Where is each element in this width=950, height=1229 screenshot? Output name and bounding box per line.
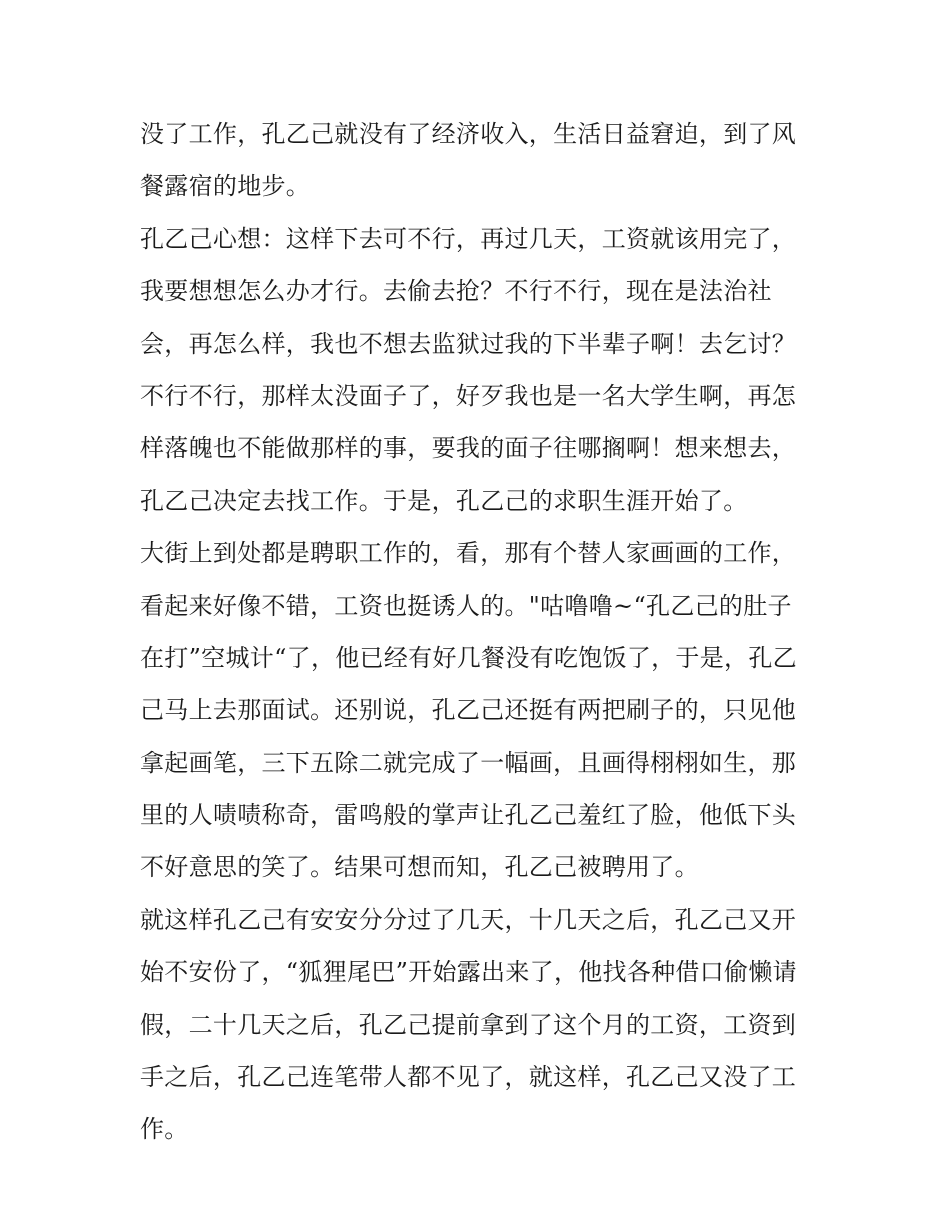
- text-line: 孔乙己心想：这样下去可不行，再过几天，工资就该用完了，: [140, 224, 797, 253]
- text-line: 我要想想怎么办才行。去偷去抢？不行不行，现在是法治社: [140, 277, 772, 306]
- text-line: 己马上去那面试。还别说，孔乙己还挺有两把刷子的，只见他: [140, 696, 797, 725]
- text-line: 手之后，孔乙己连笔带人都不见了，就这样，孔乙己又没了工: [140, 1063, 797, 1092]
- text-line: 里的人啧啧称奇，雷鸣般的掌声让孔乙己羞红了脸，他低下头: [140, 801, 797, 830]
- text-line: 大街上到处都是聘职工作的，看，那有个替人家画画的工作，: [140, 539, 797, 568]
- text-line: 不行不行，那样太没面子了，好歹我也是一名大学生啊，再怎: [140, 381, 797, 410]
- text-line: 在打”空城计“了，他已经有好几餐没有吃饱饭了，于是，孔乙: [140, 643, 797, 672]
- text-line: 看起来好像不错，工资也挺诱人的。"咕噜噜~“孔乙己的肚子: [140, 591, 792, 620]
- text-line: 作。: [140, 1115, 189, 1144]
- text-line: 假，二十几天之后，孔乙己提前拿到了这个月的工资，工资到: [140, 1010, 797, 1039]
- text-line: 不好意思的笑了。结果可想而知，孔乙己被聘用了。: [140, 853, 699, 882]
- text-line: 拿起画笔，三下五除二就完成了一幅画，且画得栩栩如生，那: [140, 748, 797, 777]
- text-line: 就这样孔乙己有安安分分过了几天，十几天之后，孔乙己又开: [140, 905, 797, 934]
- text-line: 样落魄也不能做那样的事，要我的面子往哪搁啊！想来想去，: [140, 434, 797, 463]
- body-text: [140, 108, 820, 1156]
- text-line: 会，再怎么样，我也不想去监狱过我的下半辈子啊！去乞讨？: [140, 329, 797, 358]
- text-line: 始不安份了，“狐狸尾巴”开始露出来了，他找各种借口偷懒请: [140, 958, 797, 987]
- text-line: 餐露宿的地步。: [140, 172, 311, 201]
- text-line: 孔乙己决定去找工作。于是，孔乙己的求职生涯开始了。: [140, 486, 748, 515]
- text-line: 没了工作，孔乙己就没有了经济收入，生活日益窘迫，到了风: [140, 120, 797, 148]
